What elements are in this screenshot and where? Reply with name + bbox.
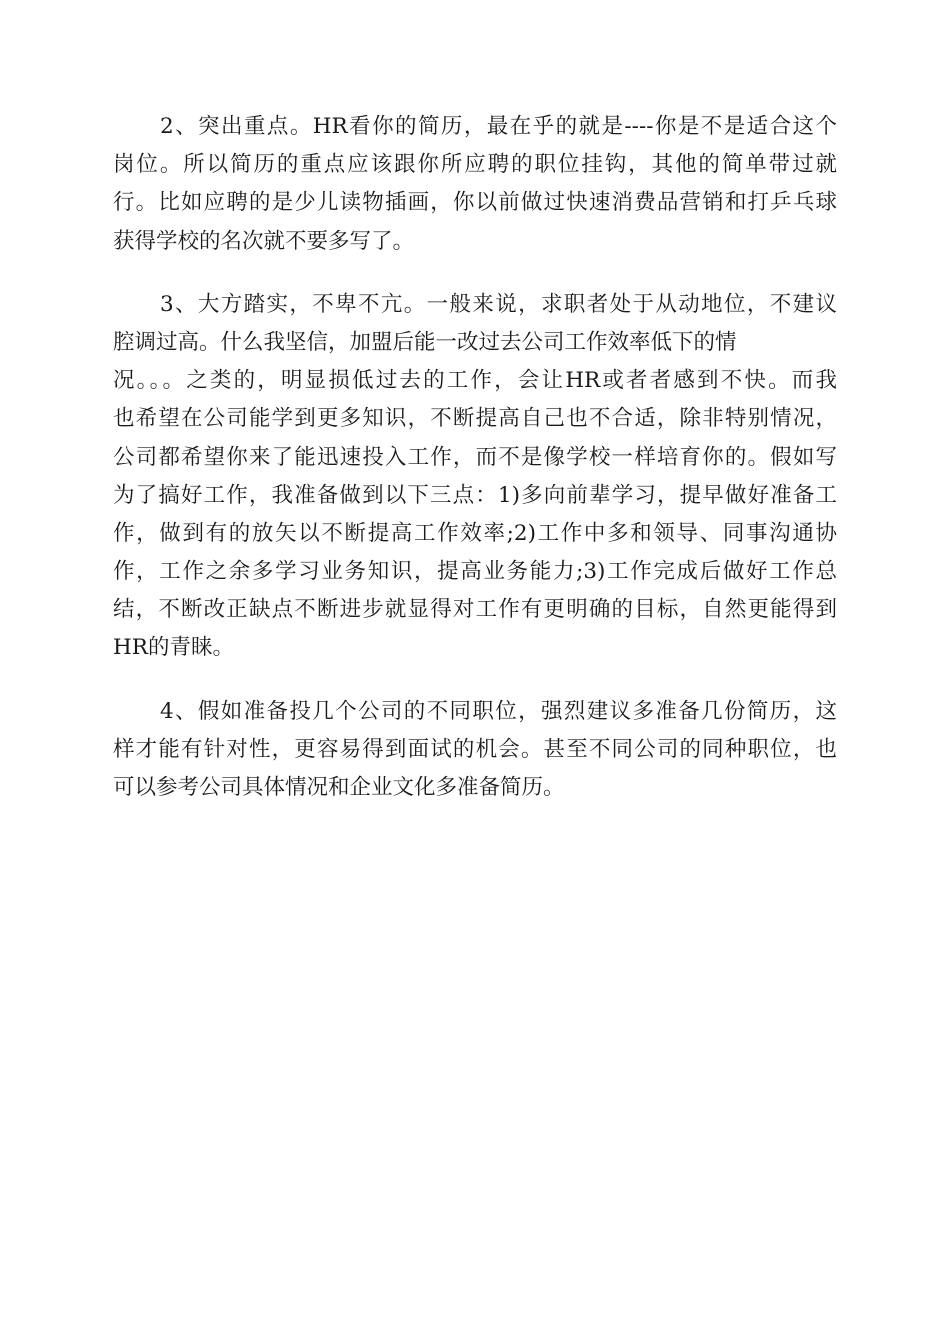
text-line: HR的青睐。 bbox=[113, 635, 234, 661]
text-line: 结，不断改正缺点不断进步就显得对工作有更明确的目标，自然更能得到 bbox=[113, 597, 837, 623]
document-body bbox=[113, 108, 837, 832]
text-line: 可以参考公司具体情况和企业文化多准备简历。 bbox=[113, 775, 565, 800]
text-line: 样才能有针对性，更容易得到面试的机会。甚至不同公司的同种职位，也 bbox=[113, 736, 837, 762]
paragraph-4 bbox=[113, 693, 837, 808]
text-line: 作，做到有的放矢以不断提高工作效率;2)工作中多和领导、同事沟通协 bbox=[113, 520, 837, 546]
text-line: 3、大方踏实，不卑不亢。一般来说，求职者处于从动地位，不建议 bbox=[160, 291, 837, 317]
text-line: 行。比如应聘的是少儿读物插画，你以前做过快速消费品营销和打乒乓球 bbox=[113, 190, 837, 216]
paragraph-2 bbox=[113, 108, 837, 261]
text-line: 公司都希望你来了能迅速投入工作，而不是像学校一样培育你的。假如写 bbox=[113, 444, 837, 470]
text-line: 获得学校的名次就不要多写了。 bbox=[113, 228, 415, 254]
text-line: 作，工作之余多学习业务知识，提高业务能力;3)工作完成后做好工作总 bbox=[113, 559, 837, 585]
text-line: 也希望在公司能学到更多知识，不断提高自己也不合适，除非特别情况， bbox=[113, 406, 837, 432]
text-line: 2、突出重点。HR看你的简历，最在乎的就是----你是不是适合这个 bbox=[160, 114, 837, 139]
text-line: 腔调过高。什么我坚信，加盟后能一改过去公司工作效率低下的情 bbox=[113, 329, 737, 355]
text-line: 况。。。之类的，明显损低过去的工作，会让HR或者者感到不快。而我 bbox=[113, 368, 837, 394]
paragraph-3 bbox=[113, 286, 837, 668]
text-line: 岗位。所以简历的重点应该跟你所应聘的职位挂钩，其他的简单带过就 bbox=[113, 152, 837, 178]
text-line: 为了搞好工作，我准备做到以下三点：1)多向前辈学习，提早做好准备工 bbox=[113, 482, 837, 508]
text-line: 4、假如准备投几个公司的不同职位，强烈建议多准备几份简历，这 bbox=[160, 698, 837, 724]
